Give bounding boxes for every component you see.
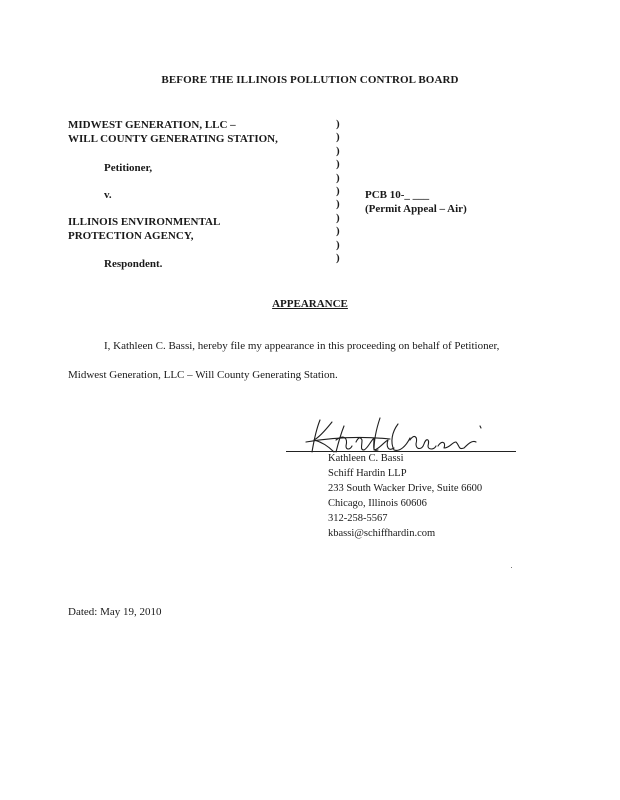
scan-speck	[511, 567, 512, 568]
handwritten-signature	[300, 412, 500, 456]
petitioner-name-line-1: MIDWEST GENERATION, LLC –	[68, 119, 236, 131]
heading-text: APPEARANCE	[272, 298, 348, 310]
body-line-1: I, Kathleen C. Bassi, hereby file my appearance in this proceeding on behalf of Petitioner,	[104, 340, 500, 352]
versus-label: v.	[104, 189, 112, 201]
phone-number: 312-258-5567	[328, 513, 388, 524]
respondent-name-line-1: ILLINOIS ENVIRONMENTAL	[68, 216, 221, 228]
caption-parentheses: ) ) ) ) ) ) ) ) ) ) )	[336, 118, 340, 265]
case-number: PCB 10-_ ___	[365, 189, 430, 201]
respondent-role: Respondent.	[104, 258, 163, 270]
address-line-2: Chicago, Illinois 60606	[328, 498, 427, 509]
board-title: BEFORE THE ILLINOIS POLLUTION CONTROL BOARD	[161, 74, 459, 86]
date-line: Dated: May 19, 2010	[68, 606, 162, 618]
firm-name: Schiff Hardin LLP	[328, 468, 407, 479]
body-line-2: Midwest Generation, LLC – Will County Generating Station.	[68, 369, 338, 381]
petitioner-name-line-2: WILL COUNTY GENERATING STATION,	[68, 133, 278, 145]
respondent-name-line-2: PROTECTION AGENCY,	[68, 230, 194, 242]
email-address: kbassi@schiffhardin.com	[328, 528, 436, 539]
petitioner-role: Petitioner,	[104, 162, 153, 174]
case-type: (Permit Appeal – Air)	[365, 203, 467, 215]
document-heading	[0, 298, 620, 310]
signer-name: Kathleen C. Bassi	[328, 453, 404, 464]
address-line-1: 233 South Wacker Drive, Suite 6600	[328, 483, 483, 494]
